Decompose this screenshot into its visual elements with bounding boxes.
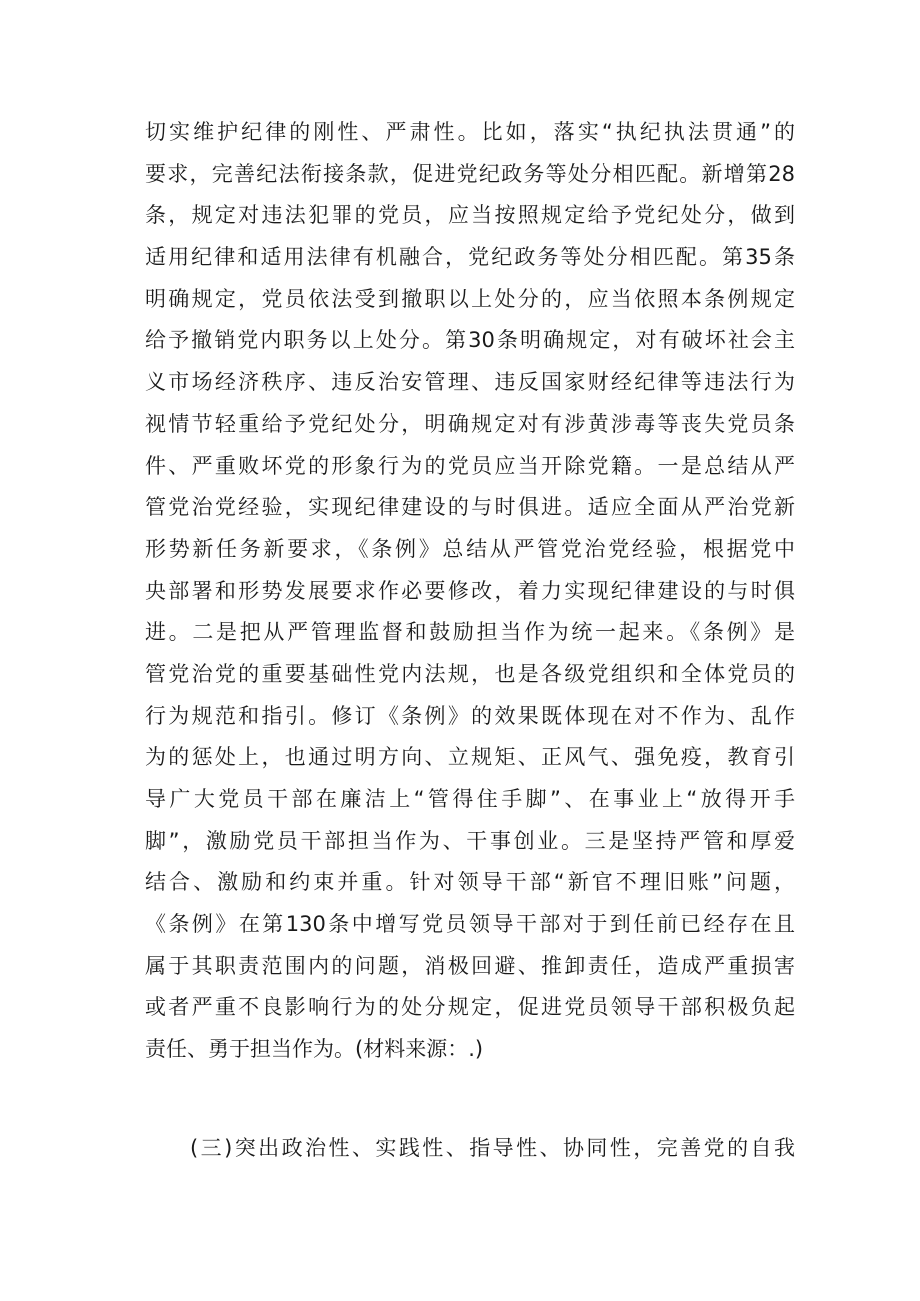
paragraph-line: 件、严重败坏党的形象行为的党员应当开除党籍。一是总结从严 (145, 453, 795, 478)
paragraph-line: 导广大党员干部在廉洁上“管得住手脚”、在事业上“放得开手 (145, 787, 795, 811)
paragraph-line: 结合、激励和约束并重。针对领导干部“新官不理旧账”问题， (145, 870, 795, 895)
paragraph-line: 明确规定，党员依法受到撤职以上处分的，应当依照本条例规定 (145, 286, 795, 311)
paragraph-line: 管党治党的重要基础性党内法规，也是各级党组织和全体党员的 (145, 661, 795, 686)
paragraph-line: 给予撤销党内职务以上处分。第30条明确规定，对有破坏社会主 (145, 328, 795, 353)
paragraph-line: 适用纪律和适用法律有机融合，党纪政务等处分相匹配。第35条 (145, 245, 795, 270)
paragraph-line: 行为规范和指引。修订《条例》的效果既体现在对不作为、乱作 (145, 703, 795, 728)
paragraph-line: 《条例》在第130条中增写党员领导干部对于到任前已经存在且 (145, 912, 795, 937)
paragraph-line: 责任、勇于担当作为。(材料来源：.) (145, 1037, 484, 1062)
paragraph-line: 进。二是把从严管理监督和鼓励担当作为统一起来。《条例》是 (145, 620, 795, 645)
body-paragraph (145, 112, 795, 1071)
paragraph-line: 央部署和形势发展要求作必要修改，着力实现纪律建设的与时俱 (145, 578, 795, 603)
paragraph-line: 义市场经济秩序、违反治安管理、违反国家财经纪律等违法行为 (145, 370, 795, 395)
paragraph-line: 属于其职责范围内的问题，消极回避、推卸责任，造成严重损害 (145, 953, 795, 978)
paragraph-line: 形势新任务新要求，《条例》总结从严管党治党经验，根据党中 (145, 536, 795, 561)
paragraph-line: 或者严重不良影响行为的处分规定，促进党员领导干部积极负起 (145, 995, 795, 1020)
paragraph-line: 切实维护纪律的刚性、严肃性。比如，落实“执纪执法贯通”的 (145, 120, 795, 144)
paragraph-line: 脚”，激励党员干部担当作为、干事创业。三是坚持严管和厚爱 (145, 828, 795, 853)
paragraph-line: 视情节轻重给予党纪处分，明确规定对有涉黄涉毒等丧失党员条 (145, 411, 795, 436)
paragraph-line: 管党治党经验，实现纪律建设的与时俱进。适应全面从严治党新 (145, 495, 795, 520)
paragraph-line: 条，规定对违法犯罪的党员，应当按照规定给予党纪处分，做到 (145, 203, 795, 228)
section-heading: (三)突出政治性、实践性、指导性、协同性，完善党的自我 (190, 1136, 795, 1160)
paragraph-line: 要求，完善纪法衔接条款，促进党纪政务等处分相匹配。新增第28 (145, 161, 795, 186)
paragraph-line: 为的惩处上，也通过明方向、立规矩、正风气、强免疫，教育引 (145, 745, 795, 770)
